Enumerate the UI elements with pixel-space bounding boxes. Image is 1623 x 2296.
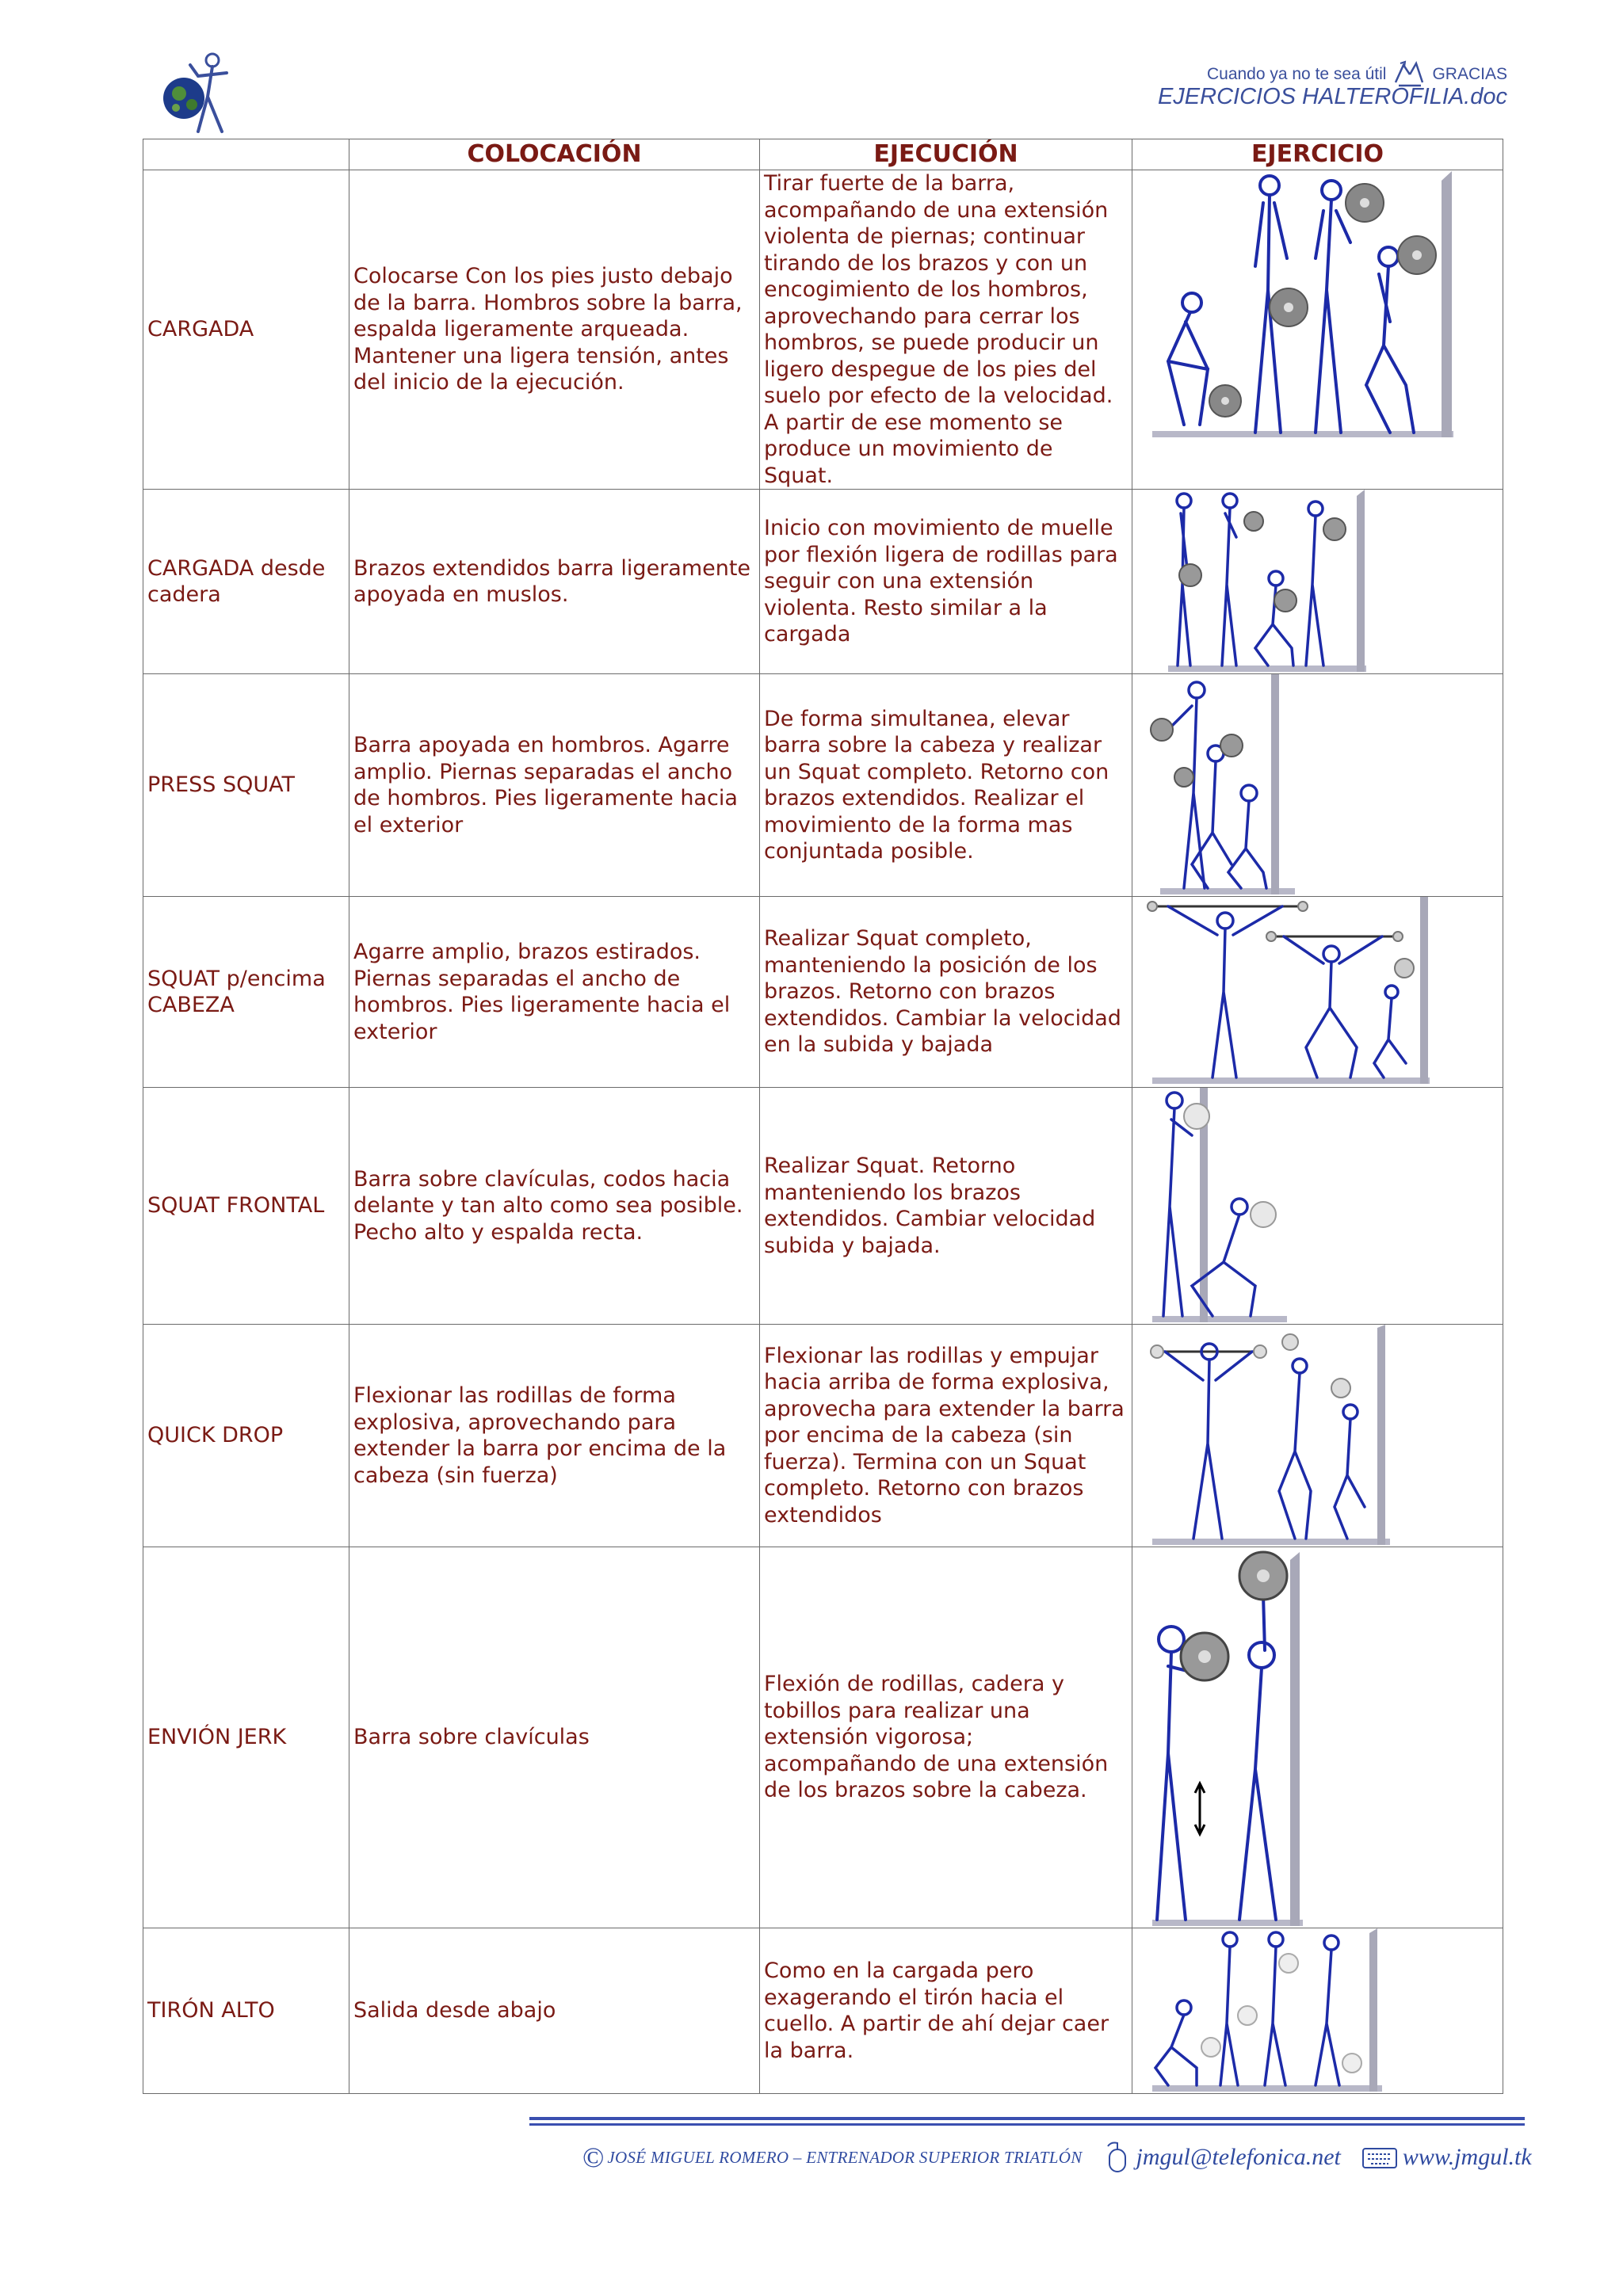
ejecucion-cell: Flexión de rodillas, cadera y tobillos para realizar una extensión vigorosa; acompañando de una extensión de los brazos sobre la cabeza. [760, 1547, 1132, 1928]
footer-website[interactable]: www.jmgul.tk [1402, 2144, 1532, 2170]
table-row [143, 1325, 1503, 1547]
exercise-illustration [1132, 1928, 1503, 2094]
exercise-illustration [1132, 897, 1503, 1088]
footer-email[interactable]: jmgul@telefonica.net [1136, 2144, 1341, 2170]
ejecucion-cell: Realizar Squat. Retorno manteniendo los brazos extendidos. Cambiar velocidad subida y bajada. [760, 1088, 1132, 1325]
header-colocacion: COLOCACIÓN [349, 139, 760, 170]
exercise-name: CARGADA desde cadera [143, 490, 349, 674]
colocacion-cell: Flexionar las rodillas de forma explosiva, aprovechando para extender la barra por encima de la cabeza (sin fuerza) [349, 1325, 760, 1547]
exercise-name: SQUAT p/encima CABEZA [143, 897, 349, 1088]
squat-overhead-figure [1136, 897, 1507, 1087]
table-row [143, 1547, 1503, 1928]
footer-author: JOSÉ MIGUEL ROMERO – ENTRENADOR SUPERIOR TRIATLÓN [607, 2147, 1083, 2167]
tagline-text: Cuando ya no te sea útil [1206, 65, 1387, 83]
exercise-name: TIRÓN ALTO [143, 1928, 349, 2094]
ejecucion-cell: Flexionar las rodillas y empujar hacia arriba de forma explosiva, aprovecha para extender la barra por encima de la cabeza (sin fuerza). Termina con un Squat completo. Retorno con brazos extendidos [760, 1325, 1132, 1547]
colocacion-cell: Barra apoyada en hombros. Agarre amplio. Piernas separadas el ancho de hombros. Pies ligeramente hacia el exterior [349, 674, 760, 897]
copyright-symbol: © [582, 2142, 605, 2173]
exercise-illustration [1132, 170, 1503, 490]
exercise-name: ENVIÓN JERK [143, 1547, 349, 1928]
table-row [143, 674, 1503, 897]
exercise-table [143, 139, 1503, 2094]
table-row [143, 170, 1503, 490]
header-ejercicio: EJERCICIO [1132, 139, 1503, 170]
ejecucion-cell: De forma simultanea, elevar barra sobre la cabeza y realizar un Squat completo. Retorno con brazos extendidos. Realizar el movimiento de la forma mas conjuntada posible. [760, 674, 1132, 897]
exercise-name: SQUAT FRONTAL [143, 1088, 349, 1325]
mouse-icon [1103, 2142, 1132, 2173]
header-ejecucion: EJECUCIÓN [760, 139, 1132, 170]
table-row [143, 1088, 1503, 1325]
header-empty [143, 139, 349, 170]
footer [582, 2141, 1532, 2174]
exercise-illustration [1132, 490, 1503, 674]
exercise-name: QUICK DROP [143, 1325, 349, 1547]
envion-jerk-figure [1136, 1547, 1507, 1928]
colocacion-cell: Colocarse Con los pies justo debajo de la barra. Hombros sobre la barra, espalda ligeramente arqueada. Mantener una ligera tensión, antes del inicio de la ejecución. [349, 170, 760, 490]
tiron-alto-figure [1136, 1928, 1507, 2093]
thanks-text: GRACIAS [1432, 65, 1507, 83]
ejecucion-cell: Tirar fuerte de la barra, acompañando de una extensión violenta de piernas; continuar tirando de los brazos y con un encogimiento de los hombros, aprovechando para cerrar los hombros, se puede producir un ligero despegue de los pies del suelo por efecto de la velocidad. A partir de ese momento se produce un movimiento de Squat. [760, 170, 1132, 490]
ejecucion-cell: Como en la cargada pero exagerando el tirón hacia el cuello. A partir de ahí dejar caer la barra. [760, 1928, 1132, 2094]
ejecucion-cell: Realizar Squat completo, manteniendo la posición de los brazos. Retorno con brazos extendidos. Cambiar la velocidad en la subida y bajada [760, 897, 1132, 1088]
exercise-name: PRESS SQUAT [143, 674, 349, 897]
cargada-figure [1136, 171, 1507, 489]
exercise-illustration [1132, 1088, 1503, 1325]
colocacion-cell: Barra sobre clavículas [349, 1547, 760, 1928]
table-header-row [143, 139, 1503, 170]
exercise-illustration [1132, 674, 1503, 897]
quick-drop-figure [1136, 1325, 1507, 1547]
colocacion-cell: Salida desde abajo [349, 1928, 760, 2094]
press-squat-figure [1136, 674, 1507, 896]
ejecucion-cell: Inicio con movimiento de muelle por flexión ligera de rodillas para seguir con una extensión violenta. Resto similar a la cargada [760, 490, 1132, 674]
colocacion-cell: Barra sobre clavículas, codos hacia delante y tan alto como sea posible. Pecho alto y espalda recta. [349, 1088, 760, 1325]
cargada-cadera-figure [1136, 490, 1507, 673]
table-row [143, 897, 1503, 1088]
colocacion-cell: Agarre amplio, brazos estirados. Piernas separadas el ancho de hombros. Pies ligeramente hacia el exterior [349, 897, 760, 1088]
keyboard-icon [1361, 2144, 1398, 2171]
colocacion-cell: Brazos extendidos barra ligeramente apoyada en muslos. [349, 490, 760, 674]
exercise-name: CARGADA [143, 170, 349, 490]
table-row [143, 490, 1503, 674]
logo [151, 49, 246, 144]
document-name: EJERCICIOS HALTEROFILIA.doc [1157, 84, 1507, 109]
table-row [143, 1928, 1503, 2094]
squat-frontal-figure [1136, 1088, 1507, 1324]
exercise-illustration [1132, 1325, 1503, 1547]
exercise-illustration [1132, 1547, 1503, 1928]
footer-divider [529, 2117, 1525, 2126]
